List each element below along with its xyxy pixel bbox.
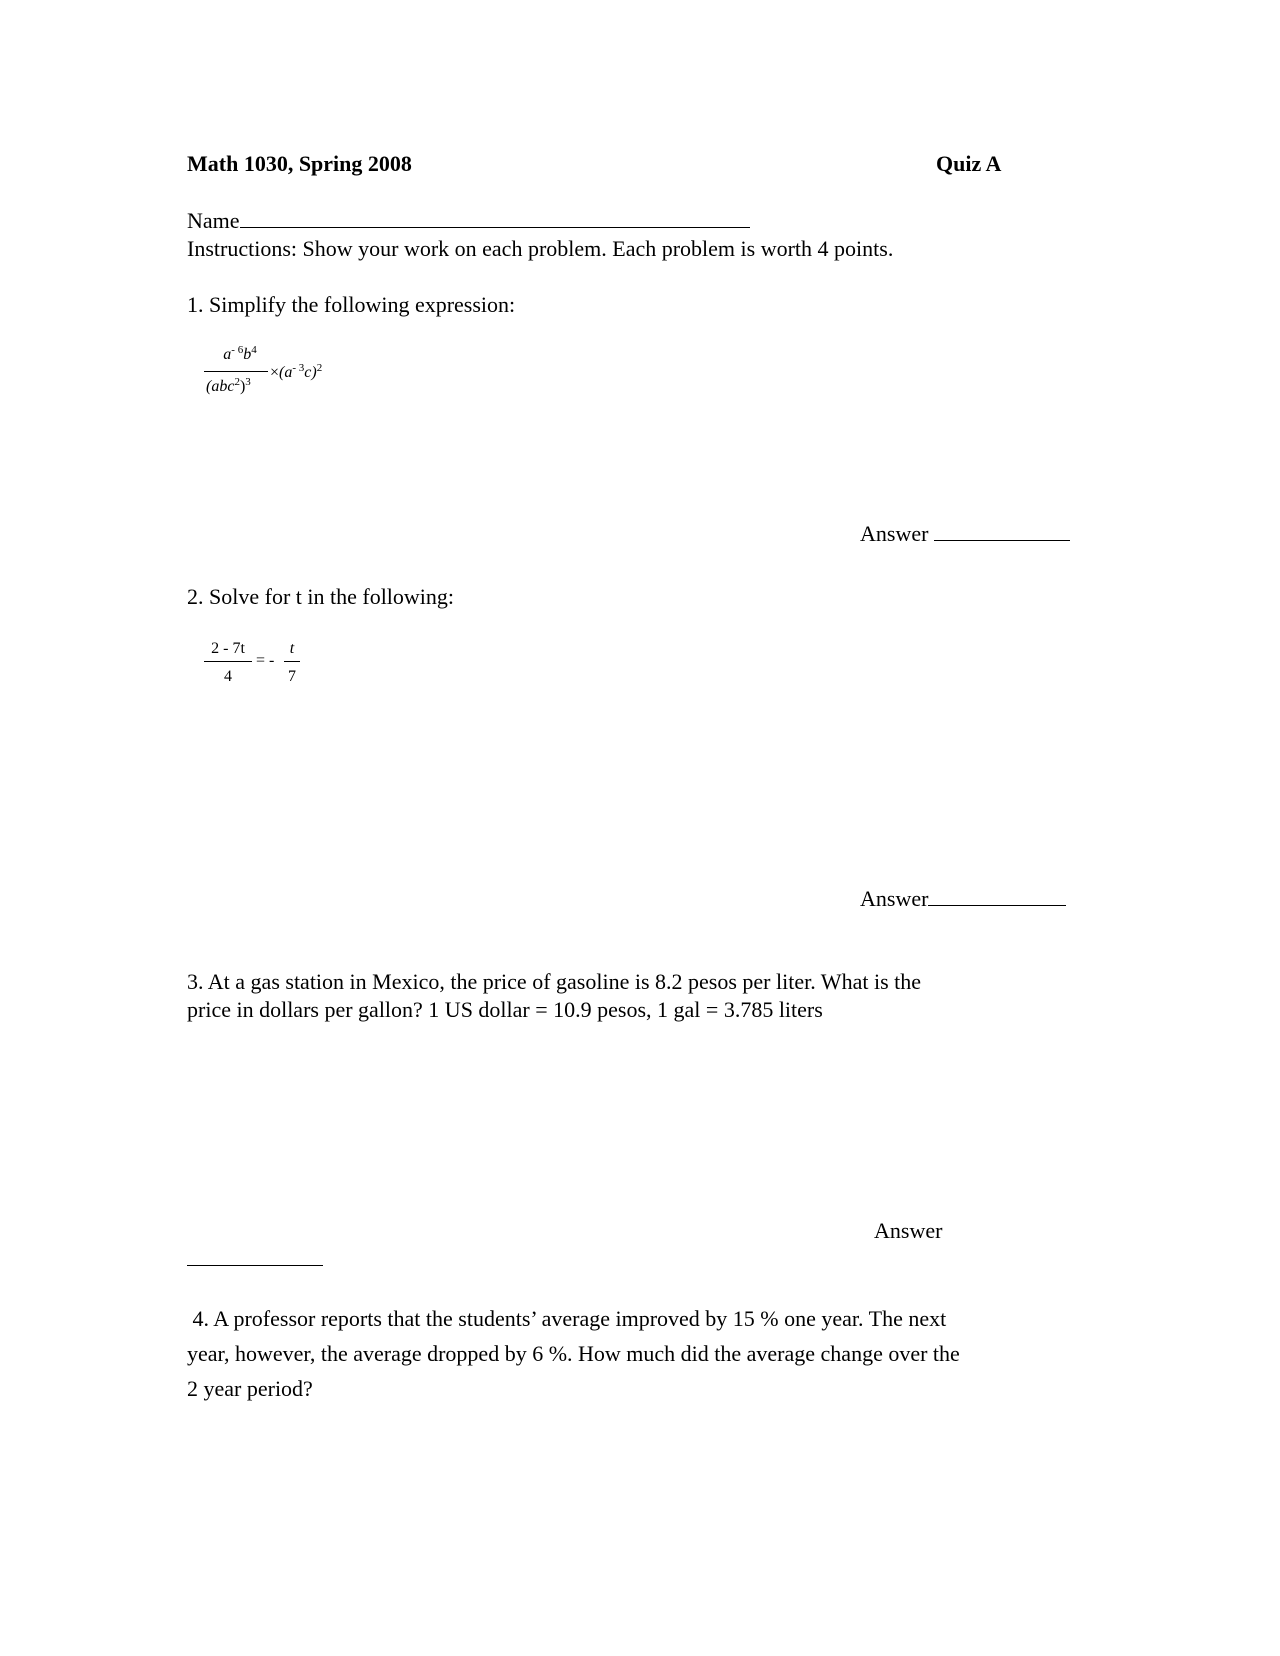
problem-2-right-numerator: t bbox=[289, 640, 295, 657]
answer-blank[interactable] bbox=[928, 885, 1066, 906]
problem-2-left-numerator: 2 - 7t bbox=[211, 640, 245, 657]
name-field[interactable] bbox=[187, 207, 750, 234]
problem-2-equals: = - bbox=[256, 652, 275, 669]
problem-1-text: 1. Simplify the following expression: bbox=[187, 292, 516, 317]
problem-2-right-denominator: 7 bbox=[288, 668, 296, 685]
problem-3-answer-blank[interactable] bbox=[187, 1245, 323, 1266]
instructions: Instructions: Show your work on each problem. Each problem is worth 4 points. bbox=[187, 236, 894, 261]
problem-4-line-2: year, however, the average dropped by 6 %. How much did the average change over the bbox=[187, 1341, 960, 1366]
name-blank[interactable] bbox=[240, 207, 750, 228]
problem-1-denominator: $(abc^2)^3$ bbox=[206, 376, 251, 395]
problem-3-line-1: 3. At a gas station in Mexico, the price of gasoline is 8.2 pesos per liter. What is the bbox=[187, 969, 922, 994]
answer-blank[interactable] bbox=[934, 520, 1070, 541]
problem-1-answer[interactable] bbox=[860, 520, 1070, 547]
problem-3-line-2: price in dollars per gallon? 1 US dollar = 10.9 pesos, 1 gal = 3.785 liters bbox=[187, 997, 823, 1022]
quiz-label: Quiz A bbox=[936, 151, 1002, 176]
problem-2-right-bar bbox=[284, 661, 300, 662]
problem-4-line-3: 2 year period? bbox=[187, 1376, 313, 1401]
problem-3-answer-label: Answer bbox=[874, 1218, 943, 1243]
problem-2-left-denominator: 4 bbox=[224, 668, 232, 685]
problem-1-factor: $\times(a^{- 3}c)^2$ bbox=[270, 362, 323, 381]
problem-2-left-bar bbox=[204, 661, 252, 662]
course-title: Math 1030, Spring 2008 bbox=[187, 151, 412, 176]
problem-2-text: 2. Solve for t in the following: bbox=[187, 584, 455, 609]
answer-label: Answer bbox=[860, 521, 929, 546]
answer-label: Answer bbox=[860, 886, 929, 911]
problem-1-fraction-bar bbox=[204, 371, 268, 372]
problem-4-line-1: 4. A professor reports that the students’ average improved by 15 % one year. The next bbox=[187, 1306, 947, 1331]
problem-1-numerator: $a^{- 6}b^4$ bbox=[223, 344, 257, 363]
name-label: Name bbox=[187, 208, 240, 233]
problem-2-answer[interactable] bbox=[860, 885, 1066, 912]
